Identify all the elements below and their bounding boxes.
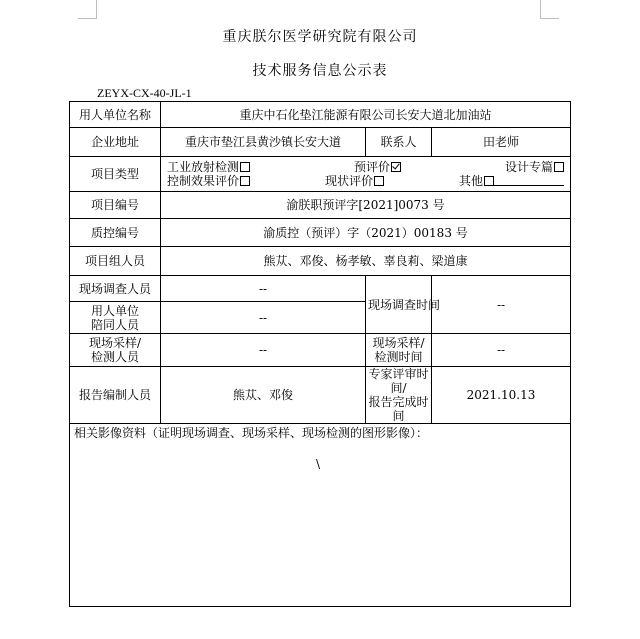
accompany-value: --	[161, 302, 366, 334]
checkbox-icon[interactable]	[240, 176, 250, 186]
info-table	[69, 101, 571, 607]
option-other[interactable]: 其他	[459, 174, 564, 188]
option-control-effect[interactable]: 控制效果评价	[167, 174, 250, 188]
sampling-staff-label: 现场采样/ 检测人员	[70, 334, 161, 367]
employer-value: 重庆中石化垫江能源有限公司长安大道北加油站	[161, 102, 571, 128]
survey-staff-value: --	[161, 276, 366, 302]
contact-value: 田老师	[432, 128, 571, 157]
checkbox-icon[interactable]	[240, 162, 250, 172]
option-pre-evaluation[interactable]: 预评价	[354, 160, 401, 174]
crop-mark-top-left	[96, 0, 97, 18]
row-survey-staff	[70, 276, 571, 302]
project-type-options	[161, 157, 571, 192]
sampling-time-label: 现场采样/ 检测时间	[366, 334, 432, 367]
row-team	[70, 247, 571, 276]
accompany-label: 用人单位 陪同人员	[70, 302, 161, 334]
address-value: 重庆市垫江县黄沙镇长安大道	[161, 128, 366, 157]
project-type-label: 项目类型	[70, 157, 161, 192]
project-type-line-1	[163, 160, 568, 174]
row-media	[70, 424, 571, 607]
row-project-type	[70, 157, 571, 192]
report-staff-value: 熊苁、邓俊	[161, 367, 366, 424]
crop-mark-top-left	[78, 18, 97, 19]
project-type-line-2	[163, 174, 568, 188]
employer-label: 用人单位名称	[70, 102, 161, 128]
checkbox-icon[interactable]	[484, 176, 494, 186]
row-qc-no	[70, 219, 571, 247]
sampling-staff-value: --	[161, 334, 366, 367]
checkbox-icon[interactable]	[554, 162, 564, 172]
checkbox-icon[interactable]	[374, 176, 384, 186]
crop-mark-top-right	[540, 0, 541, 18]
row-report	[70, 367, 571, 424]
media-cell	[70, 424, 571, 607]
project-no-value: 渝朕职预评字[2021]0073 号	[161, 192, 571, 219]
row-project-no	[70, 192, 571, 219]
option-design-chapter[interactable]: 设计专篇	[505, 160, 564, 174]
row-employer	[70, 102, 571, 128]
team-label: 项目组人员	[70, 247, 161, 276]
row-sampling	[70, 334, 571, 367]
document-title: 技术服务信息公示表	[252, 63, 388, 79]
other-blank-line	[494, 175, 564, 186]
crop-mark-top-right	[540, 18, 559, 19]
media-label: 相关影像资料（证明现场调查、现场采样、现场检测的图形影像）：	[74, 426, 429, 440]
qc-no-value: 渝质控（预评）字（2021）00183 号	[161, 219, 571, 247]
review-time-value: 2021.10.13	[432, 367, 571, 424]
qc-no-label: 质控编号	[70, 219, 161, 247]
document-code: ZEYX-CX-40-JL-1	[97, 86, 192, 100]
survey-time-label: 现场调查时间	[366, 276, 432, 334]
media-mark: \	[316, 457, 321, 471]
contact-label: 联系人	[366, 128, 432, 157]
team-value: 熊苁、邓俊、杨孝敏、辜良莉、梁道康	[161, 247, 571, 276]
sampling-time-value: --	[432, 334, 571, 367]
report-staff-label: 报告编制人员	[70, 367, 161, 424]
survey-time-value: --	[432, 276, 571, 334]
project-no-label: 项目编号	[70, 192, 161, 219]
option-industrial-radiation[interactable]: 工业放射检测	[167, 160, 250, 174]
address-label: 企业地址	[70, 128, 161, 157]
survey-staff-label: 现场调查人员	[70, 276, 161, 302]
checkbox-checked-icon[interactable]	[391, 162, 401, 172]
row-address	[70, 128, 571, 157]
review-time-label: 专家评审时间/ 报告完成时间	[366, 367, 432, 424]
company-name: 重庆朕尔医学研究院有限公司	[222, 29, 418, 45]
option-status-evaluation[interactable]: 现状评价	[325, 174, 384, 188]
